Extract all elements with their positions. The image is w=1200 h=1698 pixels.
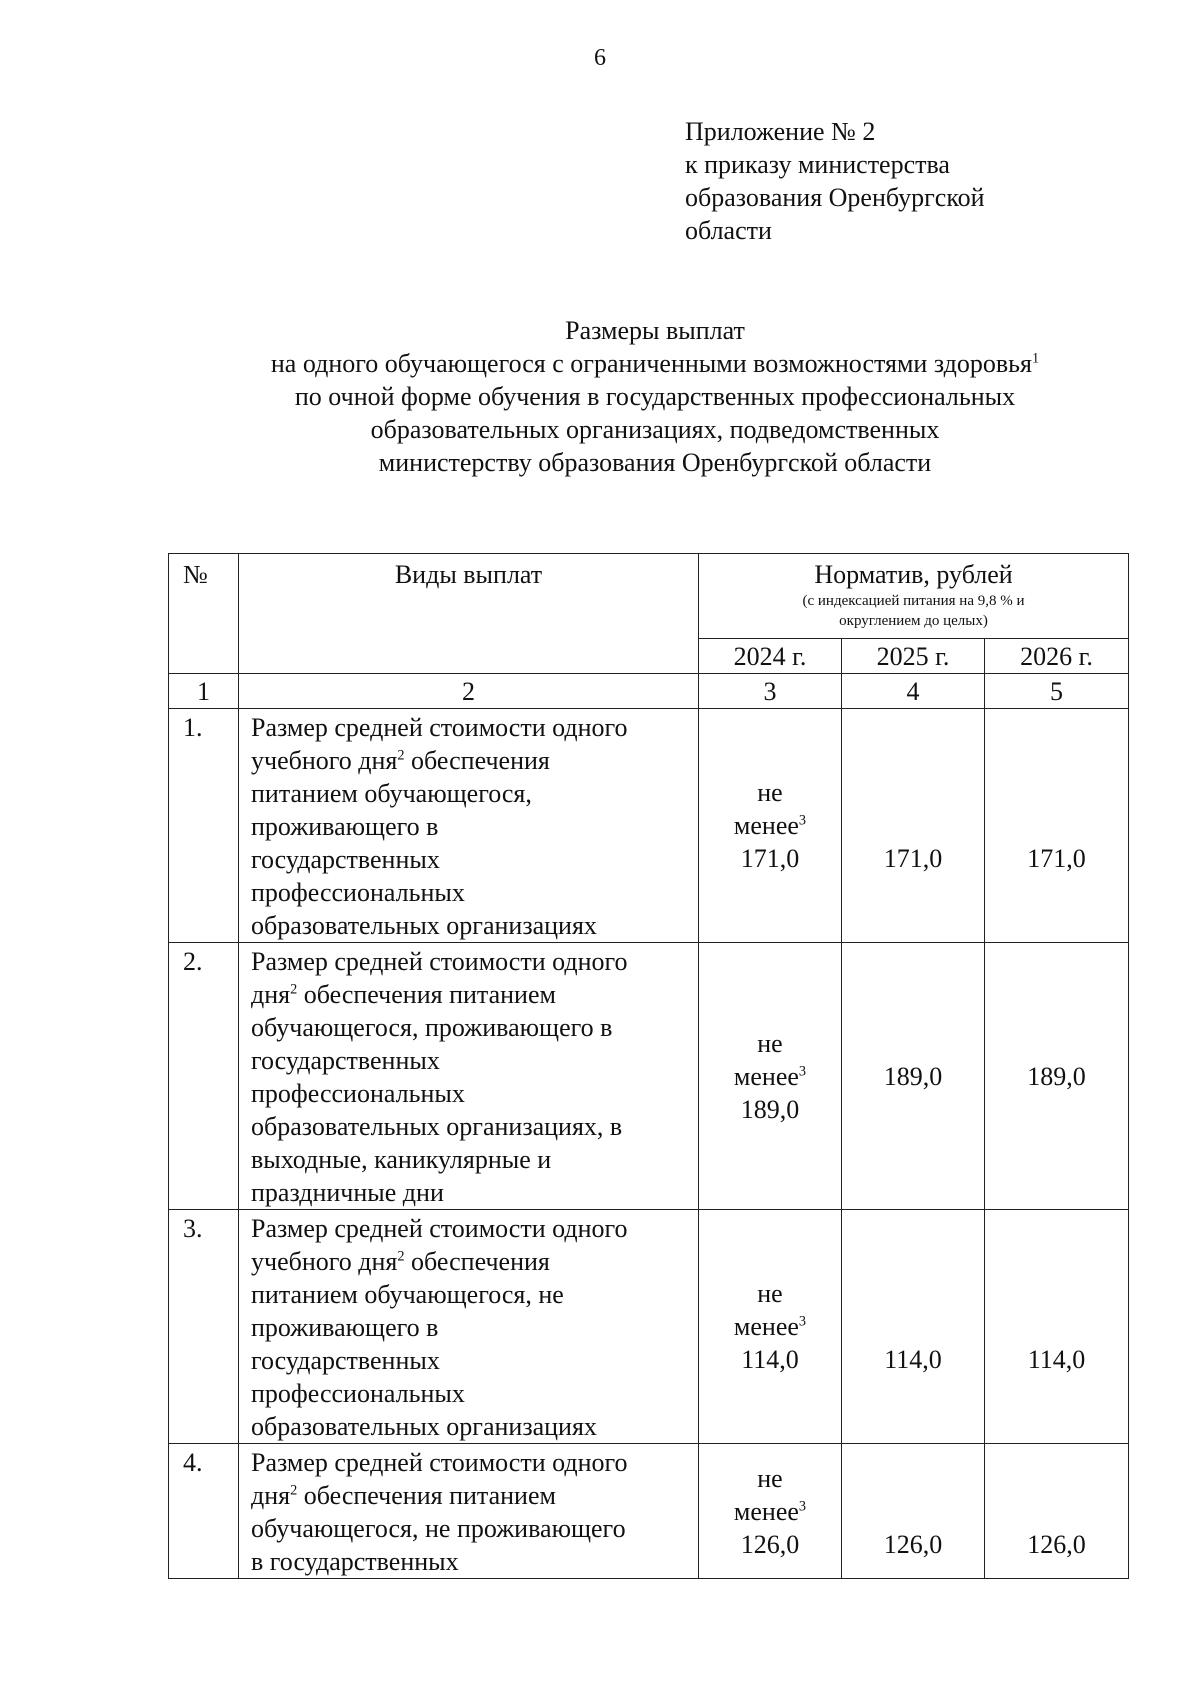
title-line: Размеры выплат [565,316,745,345]
row-text-line: государственных [251,1346,440,1375]
row-text-part: учебного дня [251,1247,398,1276]
footnote-mark: 3 [798,1497,807,1514]
row-text-part: обеспечения [404,1247,550,1276]
header-kind: Виды выплат [239,554,699,674]
row-description [239,943,699,1210]
value-number: 189,0 [883,1061,943,1091]
value-number: 114,0 [741,1345,799,1374]
value-2026 [985,943,1129,1210]
row-text-line [251,978,690,1011]
footnote-mark: 1 [1031,350,1040,367]
row-text-part: обеспечения питанием [297,1481,556,1510]
header-num: № [169,554,239,674]
row-text-line: обучающегося, не проживающего [251,1514,626,1543]
value-number: 126,0 [740,1529,800,1559]
row-text-line: в государственных [251,1547,459,1576]
appendix-line: области [685,216,772,245]
footnote-mark: 3 [798,1062,807,1079]
min-label [699,1060,841,1093]
column-number: 4 [842,674,985,709]
table-row [169,709,1129,943]
header-norm-note: округлением до целых) [839,613,988,629]
table-row [169,1444,1129,1579]
header-year: 2024 г. [699,639,842,674]
value-2025 [842,943,985,1210]
row-text-line: профессиональных [251,1379,465,1408]
footnote-mark: 3 [798,1313,807,1330]
header-norm [699,554,1129,639]
row-text-line: проживающего в [251,1313,439,1342]
column-number: 1 [169,674,239,709]
table-row [169,1210,1129,1444]
min-label-text: менее [733,811,799,840]
column-number: 5 [985,674,1129,709]
footnote-mark: 2 [290,981,298,998]
title-line [0,347,1200,380]
row-text-line [251,1479,690,1512]
row-text-line: Размер средней стоимости одного [251,1214,628,1243]
row-text-line: Размер средней стоимости одного [251,1448,628,1477]
row-text-line: государственных [251,845,440,874]
min-label: не [757,778,783,807]
column-number: 3 [699,674,842,709]
row-description [239,1210,699,1444]
row-text-part: дня [251,980,291,1009]
column-number: 2 [239,674,699,709]
min-label-text: менее [733,1061,799,1091]
row-text-line: профессиональных [251,1079,465,1108]
value-number: 189,0 [740,1094,800,1124]
min-label [699,1310,841,1343]
row-text-line: Размер средней стоимости одного [251,947,628,976]
row-text-line: государственных [251,1046,440,1075]
footnote-mark: 2 [290,1482,298,1499]
row-text-line [251,1245,690,1278]
row-text-line: Размер средней стоимости одного [251,713,628,742]
header-year: 2026 г. [985,639,1129,674]
row-text-line: обучающегося, проживающего в [251,1013,613,1042]
row-text-line [251,744,690,777]
title-line-text: на одного обучающегося с ограниченными возможностями здоровья [270,349,1032,378]
value-2025 [842,709,985,943]
footnote-mark: 3 [798,812,807,829]
document-title [0,314,1200,479]
footnote-mark: 2 [397,747,405,764]
min-label-text: менее [733,1496,799,1526]
appendix-line: образования Оренбургской [685,183,985,212]
table-colnumbers-row [169,674,1129,709]
row-text-line: проживающего в [251,812,439,841]
row-text-line: праздничные дни [251,1178,444,1207]
title-line: образовательных организациях, подведомственных [370,415,940,444]
value-2024 [699,1444,842,1579]
row-text-part: обеспечения [404,746,550,775]
row-number: 4. [169,1444,239,1579]
min-label: не [757,1463,783,1493]
value-2024 [699,1210,842,1444]
value-2025 [842,1444,985,1579]
row-description [239,1444,699,1579]
value-number: 114,0 [884,1345,942,1374]
header-norm-note: (с индексацией питания на 9,8 % и [802,593,1025,609]
row-text-line: образовательных организациях, в [251,1112,623,1141]
value-number: 114,0 [1027,1345,1086,1374]
value-2024 [699,709,842,943]
row-text-part: дня [251,1481,291,1510]
value-number: 126,0 [883,1529,943,1559]
table-header-row [169,554,1129,639]
value-2025 [842,1210,985,1444]
value-number: 171,0 [740,844,800,873]
value-2026 [985,1444,1129,1579]
value-2026 [985,709,1129,943]
value-2026 [985,1210,1129,1444]
row-text-line: питанием обучающегося, [251,779,532,808]
row-number: 2. [169,943,239,1210]
row-text-part: учебного дня [251,746,398,775]
header-norm-title: Норматив, рублей [814,560,1013,589]
table-row [169,943,1129,1210]
row-text-line: профессиональных [251,878,465,907]
title-line: по очной форме обучения в государственных профессиональных [294,382,1016,411]
min-label [699,1495,841,1528]
row-number: 1. [169,709,239,943]
footnote-mark: 2 [397,1248,405,1265]
row-text-line: образовательных организациях [251,1412,597,1441]
appendix-line: к приказу министерства [685,150,950,179]
value-number: 126,0 [1027,1529,1086,1559]
min-label: не [757,1279,783,1308]
value-number: 171,0 [1027,844,1086,873]
row-text-line: образовательных организациях [251,911,597,940]
min-label-text: менее [733,1312,799,1341]
value-2024 [699,943,842,1210]
value-number: 171,0 [883,844,943,873]
value-number: 189,0 [1027,1061,1086,1091]
row-text-line: выходные, каникулярные и [251,1145,552,1174]
appendix-block [685,115,985,247]
row-text-part: обеспечения питанием [297,980,556,1009]
header-year: 2025 г. [842,639,985,674]
appendix-line: Приложение № 2 [685,117,876,146]
min-label [699,809,841,842]
row-description [239,709,699,943]
page-number: 6 [594,45,606,71]
min-label: не [757,1028,783,1058]
payments-table [168,553,1129,1579]
title-line: министерству образования Оренбургской области [378,448,932,477]
row-number: 3. [169,1210,239,1444]
row-text-line: питанием обучающегося, не [251,1280,564,1309]
